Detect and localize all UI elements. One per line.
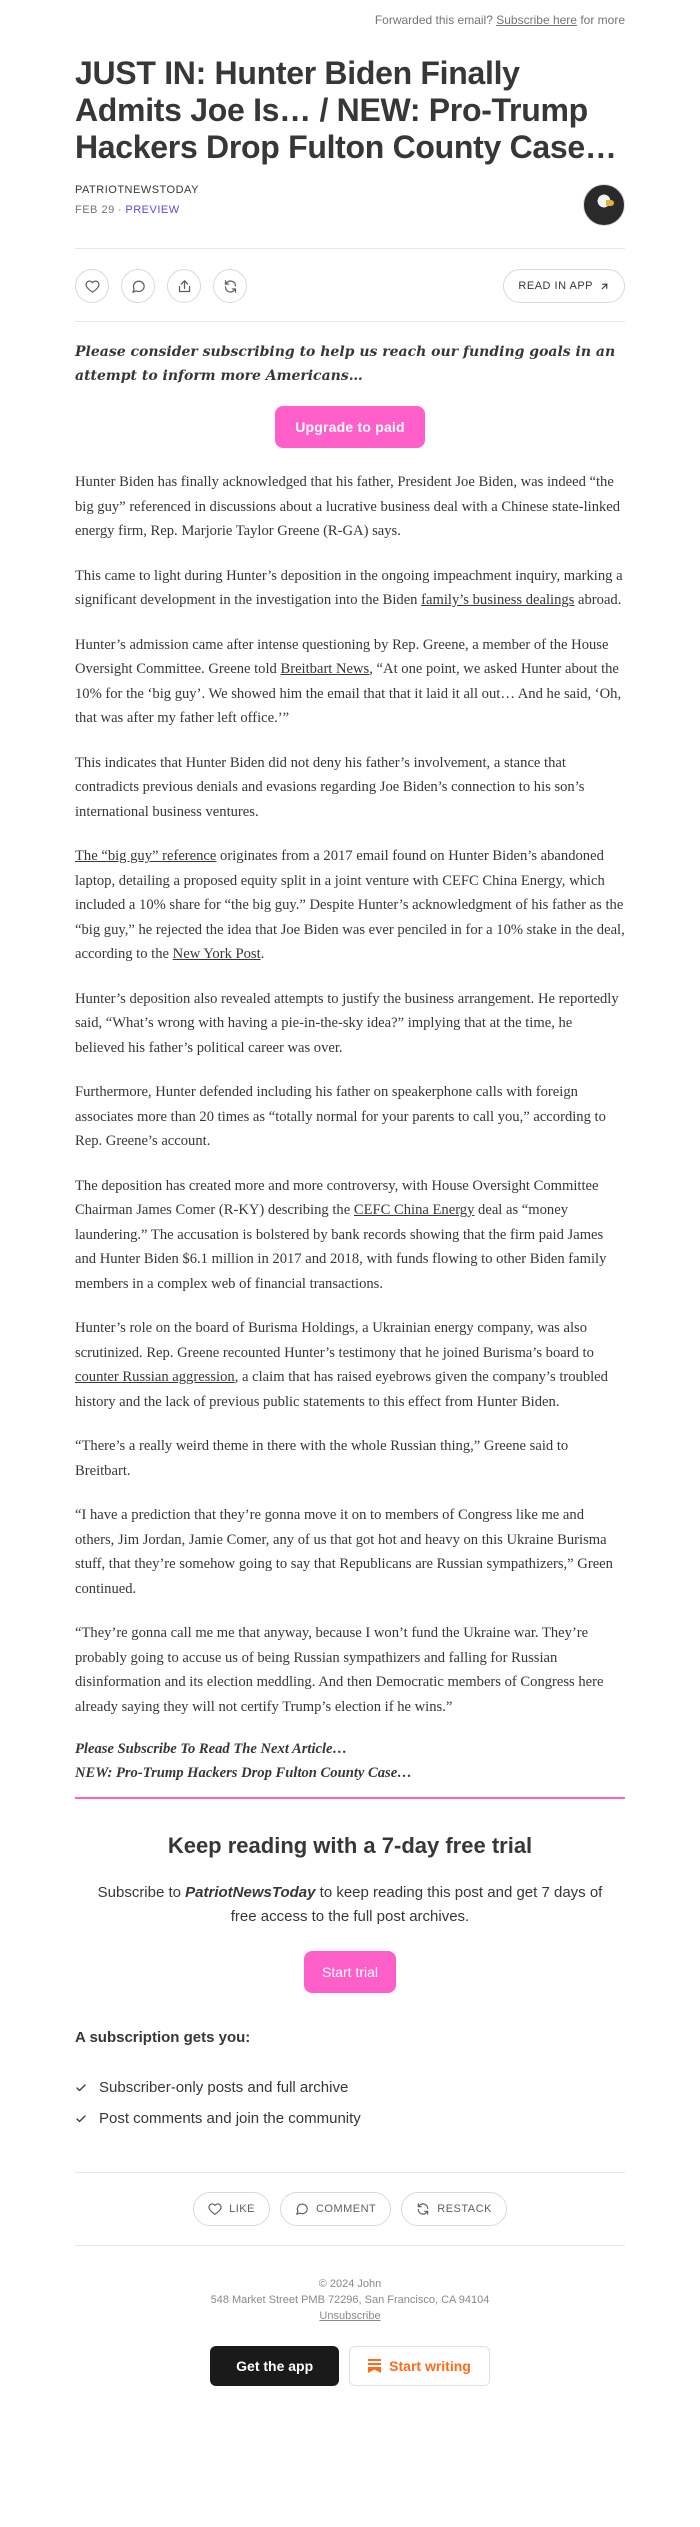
paragraph [75,564,625,613]
share-icon [177,279,192,294]
paragraph-text: . [260,946,265,962]
paragraph: This indicates that Hunter Biden did not deny his father’s involvement, a stance that contradicts previous denials and evasions regarding Joe Biden’s connection to his son’s international business ventures. [75,754,585,820]
check-icon [75,2113,87,2125]
heart-icon [85,279,100,294]
comment-icon [295,2202,309,2216]
paragraph [75,1174,625,1297]
copyright: © 2024 John [318,2278,382,2290]
check-icon [75,2082,87,2094]
paragraph-text: This came to light during Hunter’s deposition in the ongoing impeachment inquiry, marking a significant development in the investigation into the Biden [75,567,623,608]
new-york-post-link[interactable]: New York Post [172,946,261,962]
publication-name-italic: PatriotNewsToday [185,1884,316,1901]
list-item [75,2072,625,2103]
start-writing-button[interactable] [349,2346,490,2386]
like-button[interactable] [75,269,109,303]
post-action-bar [75,248,625,322]
preview-label: PREVIEW [125,204,180,216]
comment-icon [131,279,146,294]
paragraph: Hunter’s deposition also revealed attempts to justify the business arrangement. He reportedly said, “What’s wrong with having a pie-in-the-sky idea?” implying that at the time, he believed his father’s political career was over. [75,990,619,1056]
paragraph: “They’re gonna call me me that anyway, because I won’t fund the Ukraine war. They’re probably going to accuse us of being Russian sympathizers and falling for Russian disinformation and its election meddling. And then Democratic members of Congress here already saying they will not certify Trump’s election if he wins.” [75,1625,604,1715]
paragraph: Hunter Biden has finally acknowledged that his father, President Joe Biden, was indeed “the big guy” referenced in discussions about a lucrative business deal with a Chinese state-linked energy firm, Rep. Marjorie Taylor Greene (R-GA) says. [75,474,621,539]
date-separator: ∙ [118,204,122,216]
upgrade-to-paid-button[interactable]: Upgrade to paid [275,406,425,448]
upgrade-section [75,406,625,448]
paywall-text: to keep reading this post and get 7 days of free access to the full post archives. [230,1884,603,1925]
article-body [75,470,625,1719]
list-item [75,2103,625,2134]
publication-name[interactable]: PATRIOTNEWSTODAY [75,184,199,196]
read-in-app-label: READ IN APP [518,280,593,292]
paywall-subtext [90,1881,610,1929]
paywall-text: Subscribe to [97,1884,186,1901]
footer-buttons [75,2346,625,2386]
paragraph-text: Hunter’s admission came after intense questioning by Rep. Greene, a member of the House Oversight Committee. Greene told [75,636,609,677]
get-the-app-button[interactable]: Get the app [210,2346,339,2386]
comment-button[interactable] [280,2192,391,2226]
closing-note [75,1737,625,1785]
arrow-up-right-icon [599,281,610,292]
intro-appeal: Please consider subscribing to help us reach our funding goals in an attempt to inform more Americans… [75,344,616,384]
post-date-line [75,204,625,216]
eagle-icon [606,200,614,206]
email-container [75,0,625,2386]
forward-notice [75,0,625,33]
paragraph-text: Hunter’s role on the board of Burisma Holdings, a Ukrainian energy company, was also scrutinized. Rep. Greene recounted Hunter’s testimony that he joined Burisma’s board to [75,1320,594,1361]
benefits-title: A subscription gets you: [75,2029,251,2046]
closing-line: Please Subscribe To Read The Next Article… [75,1741,348,1757]
forward-suffix: for more [580,13,625,27]
restack-icon [223,279,238,294]
breitbart-news-link[interactable]: Breitbart News [280,661,370,677]
restack-icon [416,2202,430,2216]
comment-button[interactable] [121,269,155,303]
counter-russian-aggression-link[interactable]: counter Russian aggression [75,1369,235,1385]
heart-icon [208,2202,222,2216]
paragraph: “I have a prediction that they’re gonna move it on to members of Congress like me and others, Jim Jordan, Jamie Comer, any of us that got hot and heavy on this Ukraine Burisma stuff, that they’re somehow going to say that Republicans are Russian sympathizers,” Green continued. [75,1507,613,1597]
paragraph [75,844,625,967]
post-date: FEB 29 [75,204,115,216]
post-title[interactable]: JUST IN: Hunter Biden Finally Admits Joe Is… / NEW: Pro-Trump Hackers Drop Fulton County Case… [75,55,617,165]
start-writing-label: Start writing [389,2358,471,2374]
comment-label: COMMENT [315,2203,377,2215]
paragraph: “There’s a really weird theme in there with the whole Russian thing,” Greene said to Breitbart. [75,1438,569,1479]
paragraph: Furthermore, Hunter defended including his father on speakerphone calls with foreign associates more than 20 times as “totally normal for your parents to call you,” according to Rep. Greene’s account. [75,1084,606,1149]
paragraph-text: originates from a 2017 email found on Hunter Biden’s abandoned laptop, detailing a proposed equity split in a joint venture with CEFC China Energy, which included a 10% share for “the big guy.” Despite Hunter’s acknowledgment of his father as the “big guy,” he rejected the idea that Joe Biden was ever penciled in for a 10% stake in the deal, according to the [75,848,625,962]
big-guy-reference-link[interactable]: The “big guy” reference [75,848,217,864]
cefc-china-energy-link[interactable]: CEFC China Energy [353,1202,475,1218]
share-button[interactable] [167,269,201,303]
like-button[interactable] [193,2192,270,2226]
benefit-text: Post comments and join the community [99,2110,361,2127]
benefit-text: Subscriber-only posts and full archive [99,2079,349,2096]
post-meta [75,184,625,230]
start-trial-button[interactable]: Start trial [304,1951,396,1993]
publication-avatar[interactable] [583,184,625,226]
restack-button[interactable] [213,269,247,303]
read-in-app-button[interactable] [503,269,625,303]
paragraph-text: abroad. [574,592,622,608]
closing-line: NEW: Pro-Trump Hackers Drop Fulton County Case… [75,1765,412,1781]
substack-logo-icon [368,2359,381,2373]
subscribe-here-link[interactable]: Subscribe here [496,13,577,27]
family-business-dealings-link[interactable]: family’s business dealings [421,592,575,608]
like-label: LIKE [229,2203,255,2215]
paragraph-text: deal as “money laundering.” The accusation is bolstered by bank records showing that the firm paid James and Hunter Biden $6.1 million in 2017 and 2018, with funds flowing to other Biden family members in a complex web of financial transactions. [75,1202,607,1292]
subscription-benefits [75,2029,625,2134]
paywall-heading: Keep reading with a 7-day free trial [167,1833,533,1858]
paragraph [75,633,625,731]
paragraph [75,1316,625,1414]
paragraph-text: , a claim that has raised eyebrows given the company’s troubled history and the lack of previous public statements to this effect from Hunter Biden. [75,1369,608,1410]
bottom-action-bar [75,2172,625,2246]
paragraph-text: , “At one point, we asked Hunter about the 10% for the ‘big guy’. We showed him the email that that it laid it all out… And he said, ‘Oh, that was after my father left office.’” [75,661,622,726]
restack-label: RESTACK [437,2203,492,2215]
restack-button[interactable] [401,2192,507,2226]
unsubscribe-link[interactable]: Unsubscribe [319,2310,381,2322]
paywall [75,1799,625,1993]
paragraph-text: The deposition has created more and more controversy, with House Oversight Committee Chairman James Comer (R-KY) describing the [75,1177,599,1218]
mailing-address: 548 Market Street PMB 72296, San Francisco, CA 94104 [210,2294,490,2306]
benefits-list [75,2072,625,2134]
forward-prefix: Forwarded this email? [374,13,493,27]
footer [75,2276,625,2386]
